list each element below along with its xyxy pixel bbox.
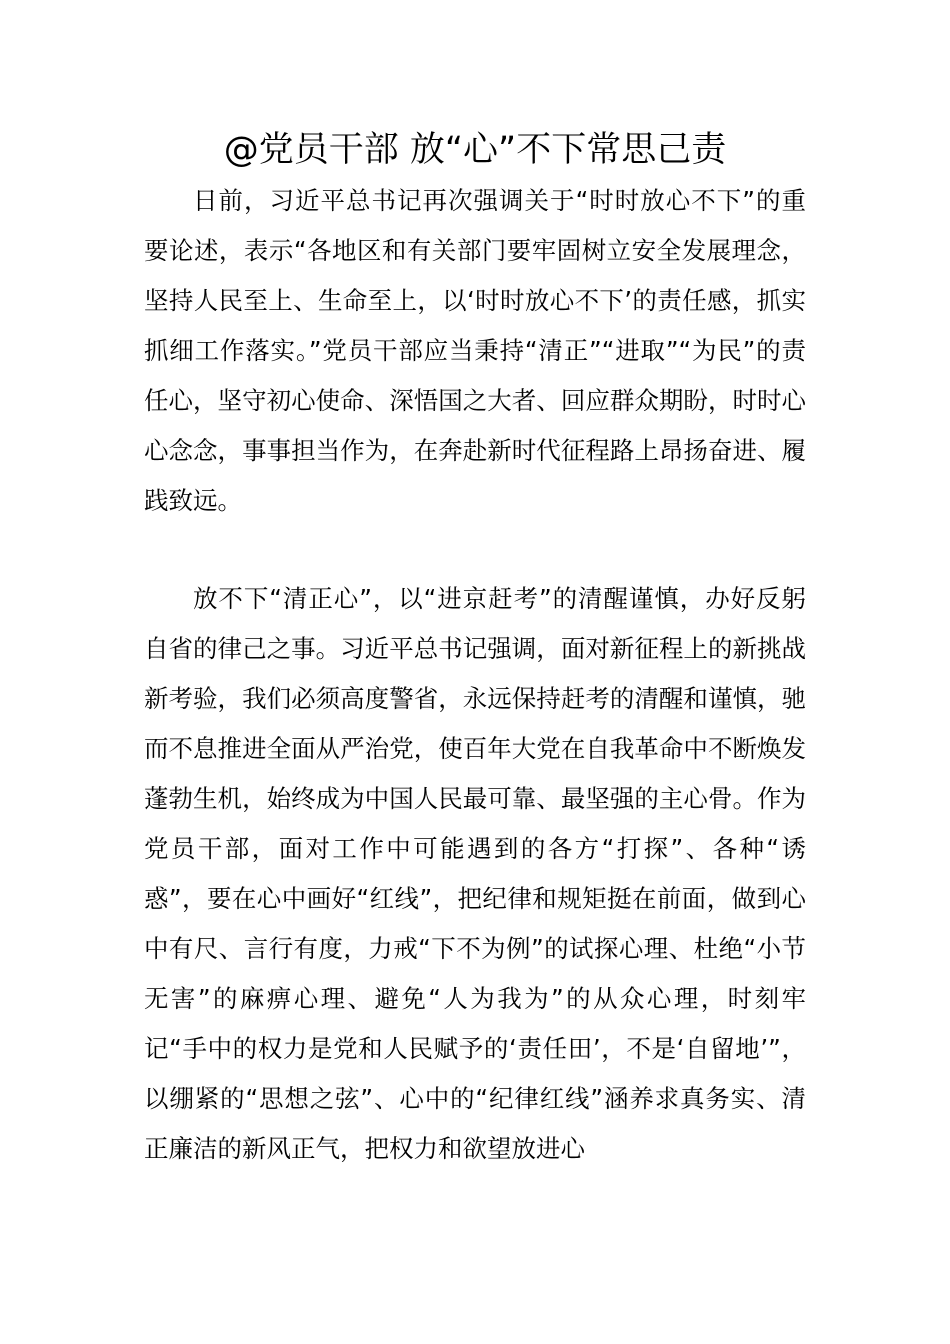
paragraph-clean-heart: 放不下“清正心”，以“进京赶考”的清醒谨慎，办好反躬自省的律己之事。习近平总书记强调，面对新征程上的新挑战新考验，我们必须高度警省，永远保持赶考的清醒和谨慎，驰而不息推进全面从严治党，使百年大党在自我革命中不断焕发蓬勃生机，始终成为中国人民最可靠、最坚强的主心骨。作为党员干部，面对工作中可能遇到的各方“打探”、各种“诱惑”，要在心中画好“红线”，把纪律和规矩挺在前面，做到心中有尺、言行有度，力戒“下不为例”的试探心理、杜绝“小节无害”的麻痹心理、避免“人为我为”的从众心理，时刻牢记“手中的权力是党和人民赋予的‘责任田’，不是‘自留地’”，以绷紧的“思想之弦”、心中的“纪律红线”涵养求真务实、清正廉洁的新风正气，把权力和欲望放进心 [144,584,806,1163]
paragraph-intro: 日前，习近平总书记再次强调关于“时时放心不下”的重要论述，表示“各地区和有关部门要牢固树立安全发展理念，坚持人民至上、生命至上，以‘时时放心不下’的责任感，抓实抓细工作落实。”党员干部应当秉持“清正”“进取”“为民”的责任心，坚守初心使命、深悟国之大者、回应群众期盼，时时心心念念，事事担当作为，在奔赴新时代征程路上昂扬奋进、履践致远。 [144,186,806,515]
document-title: @党员干部 放“心”不下常思己责 [223,130,727,170]
